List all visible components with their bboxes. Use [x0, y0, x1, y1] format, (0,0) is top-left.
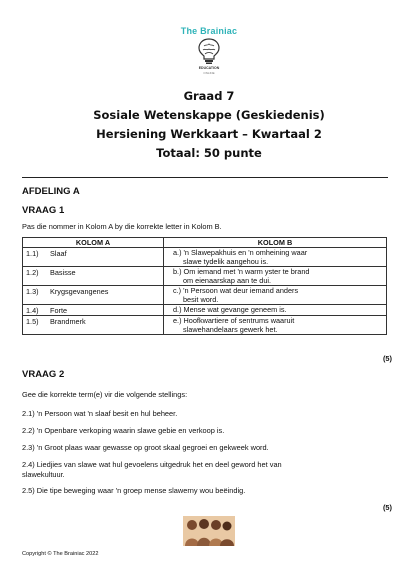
question-1-marks: (5): [382, 354, 392, 363]
question-1-title: VRAAG 1: [22, 205, 65, 216]
section-a-title: AFDELING A: [22, 186, 80, 197]
question-item-continued: slawekultuur.: [22, 470, 65, 479]
question-2-marks: (5): [382, 503, 392, 512]
brand-name: The Brainiac: [180, 26, 238, 36]
column-a-term: Brandmerk: [47, 316, 164, 335]
brand-tagline-2: ONLINE: [203, 71, 215, 75]
column-b-definition: d.) Mense wat gevange geneem is.: [164, 305, 387, 316]
question-1-instruction: Pas die nommer in Kolom A by die korrekte letter in Kolom B.: [22, 222, 222, 231]
column-a-term: Forte: [47, 305, 164, 316]
question-item: 2.1) 'n Persoon wat 'n slaaf besit en hul beheer.: [22, 409, 178, 418]
column-b-definition: b.) Om iemand met 'n warm yster te brand om eienaarskap aan te dui.: [164, 267, 387, 286]
column-a-header: KOLOM A: [23, 238, 164, 248]
question-item: 2.4) Liedjies van slawe wat hul gevoelens uitgedruk het en deel geword het van: [22, 460, 282, 469]
row-number: 1.1): [23, 248, 48, 267]
people-group-illustration: [183, 516, 235, 546]
table-header-row: [23, 238, 387, 248]
brain-lightbulb-logo: [196, 37, 222, 65]
column-b-definition: c.) 'n Persoon wat deur iemand anders besit word.: [164, 286, 387, 305]
worksheet-heading: Hersiening Werkkaart – Kwartaal 2: [96, 127, 322, 141]
matching-table: [22, 237, 387, 335]
question-item: 2.3) 'n Groot plaas waar gewasse op groot skaal gegroei en gekweek word.: [22, 443, 269, 452]
column-a-term: Basisse: [47, 267, 164, 286]
table-row: [23, 305, 387, 316]
subject-heading: Sosiale Wetenskappe (Geskiedenis): [93, 108, 325, 122]
question-2-instruction: Gee die korrekte term(e) vir die volgende stellings:: [22, 390, 188, 399]
column-a-term: Krygsgevangenes: [47, 286, 164, 305]
row-number: 1.2): [23, 267, 48, 286]
total-heading: Totaal: 50 punte: [156, 146, 262, 160]
row-number: 1.5): [23, 316, 48, 335]
table-row: [23, 316, 387, 335]
divider: [22, 177, 388, 178]
table-row: [23, 267, 387, 286]
grade-heading: Graad 7: [183, 89, 235, 103]
copyright-notice: Copyright © The Brainiac 2022: [22, 551, 99, 557]
row-number: 1.3): [23, 286, 48, 305]
row-number: 1.4): [23, 305, 48, 316]
table-row: [23, 248, 387, 267]
brand-tagline: EDUCATION: [198, 66, 220, 70]
column-a-term: Slaaf: [47, 248, 164, 267]
table-row: [23, 286, 387, 305]
question-2-title: VRAAG 2: [22, 369, 65, 380]
column-b-definition: a.) 'n Slawepakhuis en 'n omheining waar slawe tydelik aangehou is.: [164, 248, 387, 267]
column-b-definition: e.) Hoofkwartiere of sentrums waaruit slawehandelaars gewerk het.: [164, 316, 387, 335]
column-b-header: KOLOM B: [164, 238, 387, 248]
question-item: 2.2) 'n Openbare verkoping waarin slawe gebie en verkoop is.: [22, 426, 225, 435]
question-item: 2.5) Die tipe beweging waar 'n groep mense slawerny wou beëindig.: [22, 486, 246, 495]
